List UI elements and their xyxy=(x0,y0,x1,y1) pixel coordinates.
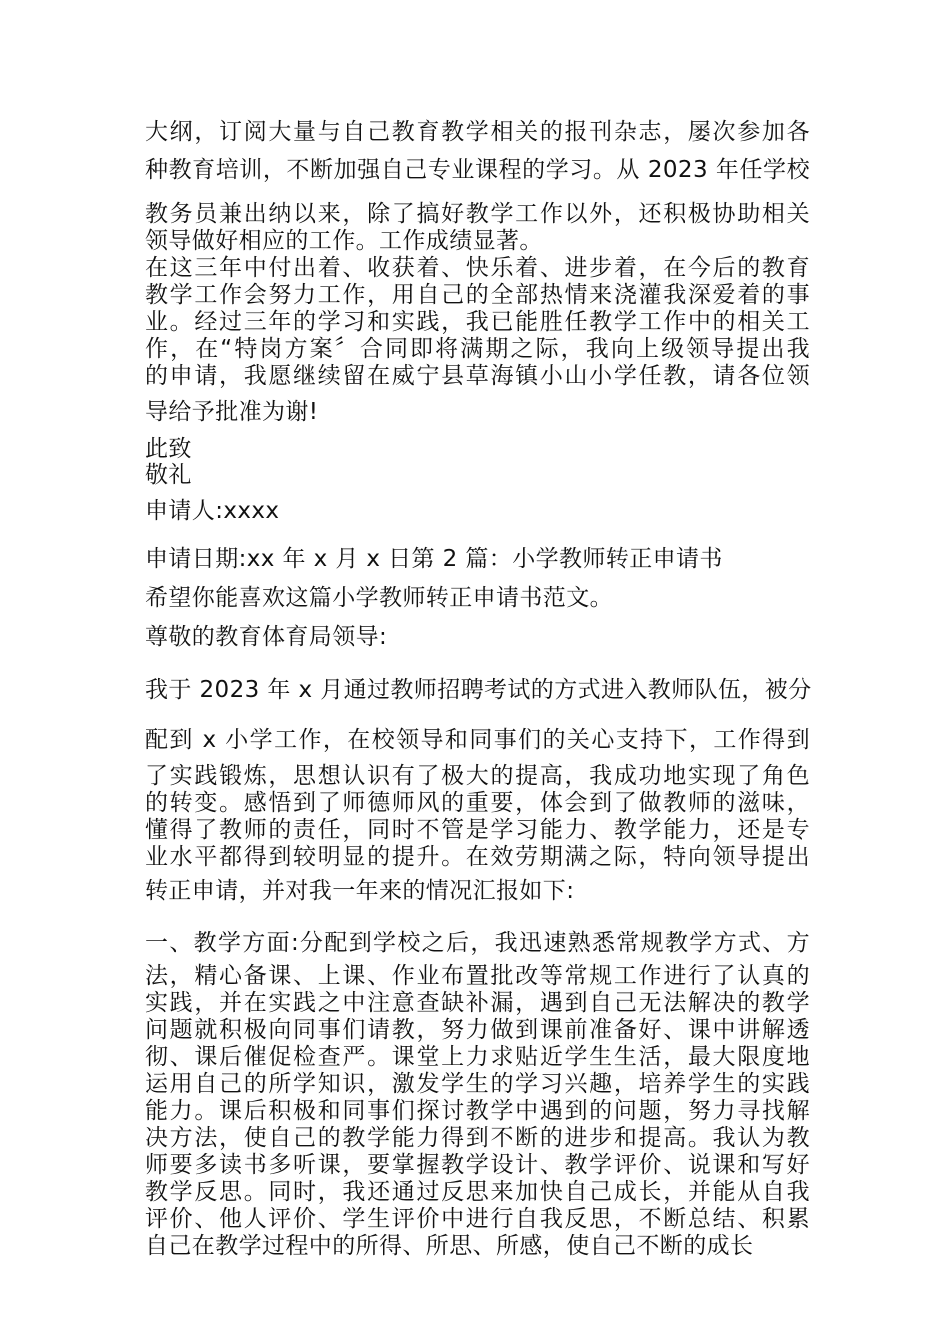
text-line: 自己在教学过程中的所得、所思、所感，使自己不断的成长 xyxy=(145,1233,754,1259)
date-title-line: 申请日期:xx 年 x 月 x 日第 2 篇：小学教师转正申请书 xyxy=(145,546,723,572)
text-line: 在这三年中付出着、收获着、快乐着、进步着，在今后的教育 xyxy=(145,255,810,281)
text-line: 大纲，订阅大量与自己教育教学相关的报刊杂志，屡次参加各 xyxy=(145,119,810,145)
text-line: 教务员兼出纳以来，除了搞好教学工作以外，还积极协助相关 xyxy=(145,201,810,227)
text-line: 问题就积极向同事们请教，努力做到课前准备好、课中讲解透 xyxy=(145,1017,810,1043)
text-line: 业水平都得到较明显的提升。在效劳期满之际，特向领导提出 xyxy=(145,844,810,870)
text-line: 教学反思。同时，我还通过反思来加快自己成长，并能从自我 xyxy=(145,1179,810,1205)
salutation-line: 敬礼 xyxy=(145,462,192,488)
text-line: 懂得了教师的责任，同时不管是学习能力、教学能力，还是专 xyxy=(145,817,810,843)
text-line: 决方法，使自己的教学能力得到不断的进步和提高。我认为教 xyxy=(145,1125,810,1151)
text-line: 配到 x 小学工作，在校领导和同事们的关心支持下，工作得到 xyxy=(145,727,810,753)
text-line: 导给予批准为谢! xyxy=(145,399,319,425)
text-line: 师要多读书多听课，要掌握教学设计、教学评价、说课和写好 xyxy=(145,1152,810,1178)
text-line: 一、教学方面:分配到学校之后，我迅速熟悉常规教学方式、方 xyxy=(145,930,810,956)
text-line: 种教育培训，不断加强自己专业课程的学习。从 2023 年任学校 xyxy=(145,157,810,183)
text-line: 了实践锻炼，思想认识有了极大的提高，我成功地实现了角色 xyxy=(145,763,810,789)
text-line: 希望你能喜欢这篇小学教师转正申请书范文。 xyxy=(145,585,613,611)
text-line: 能力。课后积极和同事们探讨教学中遇到的问题，努力寻找解 xyxy=(145,1098,810,1124)
text-line: 转正申请，并对我一年来的情况汇报如下: xyxy=(145,878,575,904)
text-line: 领导做好相应的工作。工作成绩显著。 xyxy=(145,228,543,254)
text-line: 我于 2023 年 x 月通过教师招聘考试的方式进入教师队伍，被分 xyxy=(145,677,812,703)
text-line: 彻、课后催促检查严。课堂上力求贴近学生生活，最大限度地 xyxy=(145,1044,810,1070)
salutation-line: 此致 xyxy=(145,436,192,462)
applicant-line: 申请人:xxxx xyxy=(145,498,280,524)
text-line: 的申请，我愿继续留在威宁县草海镇小山小学任教，请各位领 xyxy=(145,363,810,389)
text-line: 业。经过三年的学习和实践，我已能胜任教学工作中的相关工 xyxy=(145,309,810,335)
text-line: 作，在“特岗方案〞合同即将满期之际，我向上级领导提出我 xyxy=(145,336,810,362)
text-line: 实践，并在实践之中注意查缺补漏，遇到自己无法解决的教学 xyxy=(145,990,810,1016)
greeting-line: 尊敬的教育体育局领导: xyxy=(145,624,388,650)
text-line: 法，精心备课、上课、作业布置批改等常规工作进行了认真的 xyxy=(145,963,810,989)
text-line: 的转变。感悟到了师德师风的重要，体会到了做教师的滋味， xyxy=(145,790,810,816)
text-line: 评价、他人评价、学生评价中进行自我反思，不断总结、积累 xyxy=(145,1206,810,1232)
text-line: 运用自己的所学知识，激发学生的学习兴趣，培养学生的实践 xyxy=(145,1071,810,1097)
text-line: 教学工作会努力工作，用自己的全部热情来浇灌我深爱着的事 xyxy=(145,282,810,308)
